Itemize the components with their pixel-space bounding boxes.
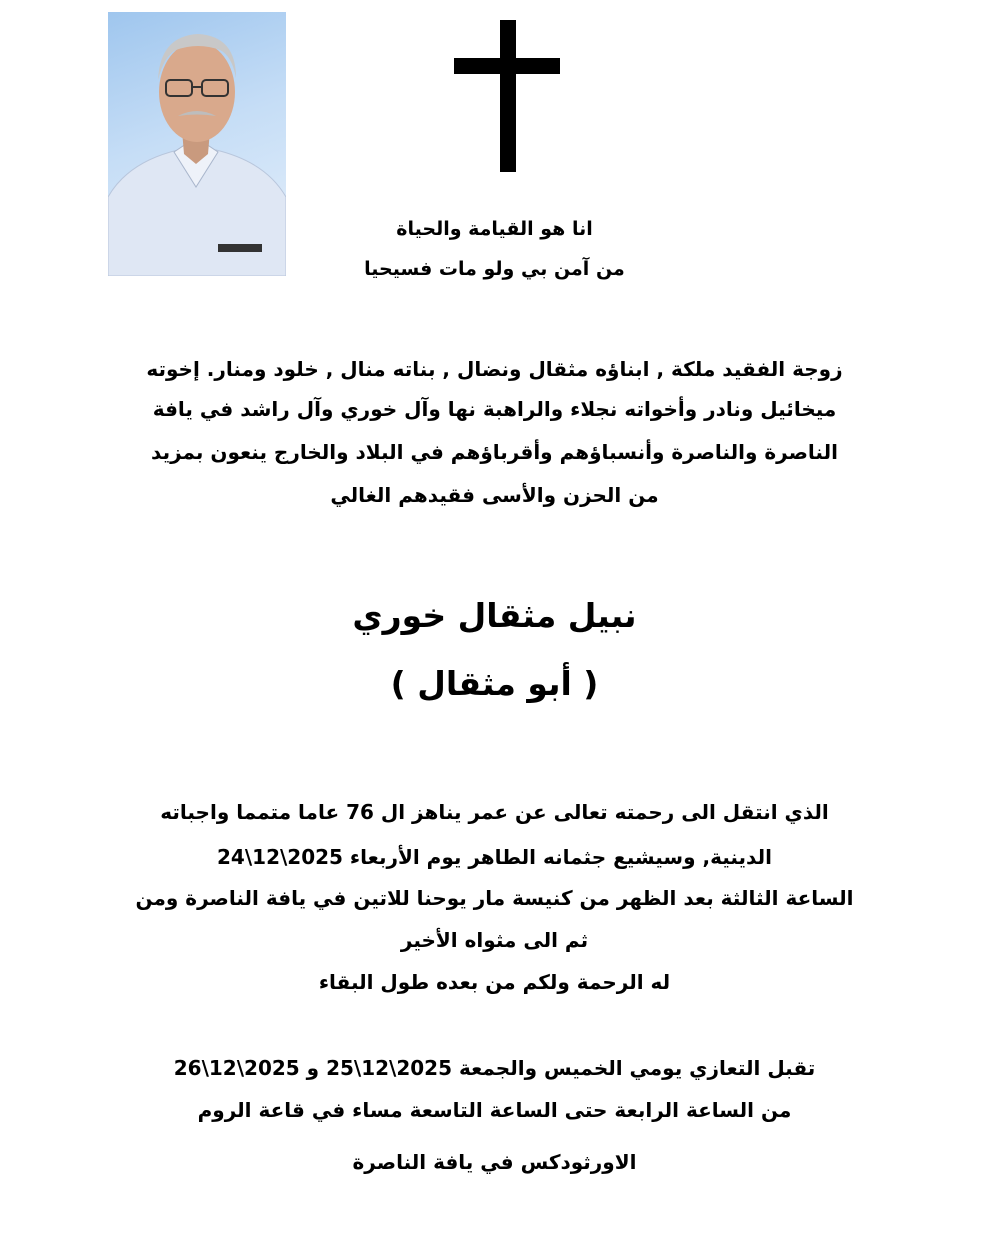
condolences-and: و [306, 1056, 320, 1080]
cross-icon-bar [454, 58, 560, 74]
funeral-line-2 [0, 845, 989, 869]
condolences-line-1 [0, 1056, 989, 1080]
funeral-line-5: له الرحمة ولكم من بعده طول البقاء [318, 970, 671, 994]
verse-line-1: انا هو القيامة والحياة [396, 218, 593, 240]
condolences-date-1: 25\12\2025 [326, 1056, 452, 1080]
funeral-line-1: الذي انتقل الى رحمته تعالى عن عمر يناهز ال 76 عاما متمما واجباته [160, 800, 829, 824]
cross-icon [500, 20, 516, 172]
funeral-date: 24\12\2025 [217, 845, 343, 869]
condolences-text: تقبل التعازي يومي الخميس والجمعة [458, 1056, 816, 1080]
family-line-2: ميخائيل ونادر وأخواته نجلاء والراهبة نها وآل خوري وآل راشد في يافة [152, 397, 837, 421]
deceased-name: نبيل مثقال خوري [352, 596, 637, 635]
family-line-3: الناصرة والناصرة وأنسباؤهم وأقرباؤهم في البلاد والخارج ينعون بمزيد [151, 440, 838, 464]
funeral-line-3: الساعة الثالثة بعد الظهر من كنيسة مار يوحنا للاتين في يافة الناصرة ومن [135, 886, 854, 910]
condolences-line-2: من الساعة الرابعة حتى الساعة التاسعة مساء في قاعة الروم [197, 1098, 792, 1122]
funeral-line-2-text: الدينية, وسيشيع جثمانه الطاهر يوم الأربعاء [349, 845, 772, 869]
condolences-date-2: 26\12\2025 [173, 1056, 300, 1080]
deceased-nickname: ( أبو مثقال ) [390, 664, 599, 703]
condolences-line-3: الاورثودكس في يافة الناصرة [352, 1150, 637, 1174]
family-line-4: من الحزن والأسى فقيدهم الغالي [330, 483, 659, 507]
verse-line-2: من آمن بي ولو مات فسيحيا [364, 258, 625, 280]
family-line-1: زوجة الفقيد ملكة , ابناؤه مثقال ونضال , بناته منال , خلود ومنار. إخوته [146, 357, 843, 381]
funeral-line-4: ثم الى مثواه الأخير [400, 928, 589, 952]
